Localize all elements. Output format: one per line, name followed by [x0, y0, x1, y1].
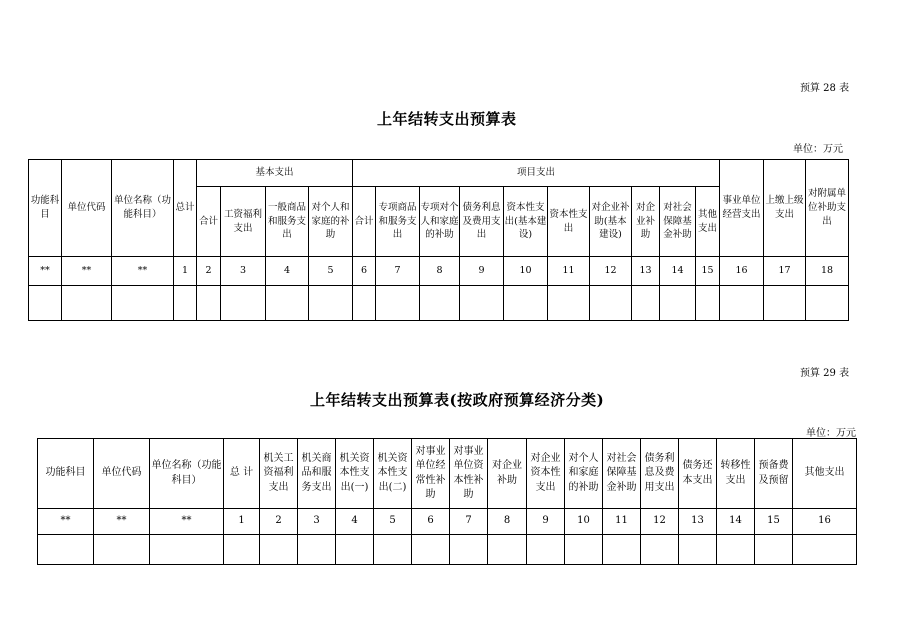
header-col: 对社会保障基金补助	[603, 439, 641, 509]
index-cell: 15	[696, 257, 720, 286]
header-col: 机关资本性支出(一)	[336, 439, 374, 509]
index-cell: **	[94, 509, 150, 535]
header-project-households: 专项对个人和家庭的补助	[420, 187, 460, 257]
header-basic-households: 对个人和家庭的补助	[309, 187, 353, 257]
header-total: 总计	[174, 160, 197, 257]
index-cell: 17	[764, 257, 806, 286]
header-total: 总 计	[224, 439, 260, 509]
index-cell: 3	[221, 257, 266, 286]
header-group-basic: 基本支出	[197, 160, 353, 187]
index-cell: 5	[374, 509, 412, 535]
header-project-enterprise: 对企业补助	[632, 187, 660, 257]
header-function-subject: 功能科目	[38, 439, 94, 509]
index-cell: 5	[309, 257, 353, 286]
index-cell: 13	[632, 257, 660, 286]
page-title: 上年结转支出预算表(按政府预算经济分类)	[310, 391, 605, 409]
index-cell: 8	[488, 509, 527, 535]
index-cell: 8	[420, 257, 460, 286]
header-project-enterprise-construction: 对企业补助(基本建设)	[590, 187, 632, 257]
header-col: 机关商品和服务支出	[298, 439, 336, 509]
header-col: 对企业补助	[488, 439, 527, 509]
index-cell: 13	[679, 509, 717, 535]
header-col: 对事业单位经常性补助	[412, 439, 450, 509]
index-cell: 7	[376, 257, 420, 286]
table-row	[38, 535, 857, 565]
index-cell: **	[62, 257, 112, 286]
index-cell: 11	[603, 509, 641, 535]
index-cell: 12	[590, 257, 632, 286]
header-basic-subtotal: 合计	[197, 187, 221, 257]
header-unit-code: 单位代码	[62, 160, 112, 257]
index-cell: 18	[806, 257, 849, 286]
index-cell: 6	[412, 509, 450, 535]
table-number: 预算 29 表	[800, 368, 850, 379]
header-unit-name: 单位名称（功能科目）	[150, 439, 224, 509]
index-cell: 4	[336, 509, 374, 535]
header-col: 对企业资本性支出	[527, 439, 565, 509]
index-cell: 6	[353, 257, 376, 286]
header-col: 转移性支出	[717, 439, 755, 509]
header-unit-code: 单位代码	[94, 439, 150, 509]
index-cell: 9	[527, 509, 565, 535]
header-col: 债务还本支出	[679, 439, 717, 509]
index-cell: **	[150, 509, 224, 535]
table-number: 预算 28 表	[800, 83, 850, 94]
page-title: 上年结转支出预算表	[377, 110, 517, 128]
header-basic-goods: 一般商品和服务支出	[266, 187, 309, 257]
index-cell: **	[112, 257, 174, 286]
index-cell: 15	[755, 509, 793, 535]
index-cell: **	[38, 509, 94, 535]
table-row	[29, 257, 849, 286]
index-cell: 16	[793, 509, 857, 535]
header-col: 其他支出	[793, 439, 857, 509]
header-project-capital: 资本性支出	[548, 187, 590, 257]
index-cell: 16	[720, 257, 764, 286]
index-cell: 1	[174, 257, 197, 286]
header-col: 债务利息及费用支出	[641, 439, 679, 509]
table-row	[38, 509, 857, 535]
index-cell: 2	[197, 257, 221, 286]
index-cell: 2	[260, 509, 298, 535]
header-unit-name: 单位名称（功能科目）	[112, 160, 174, 257]
header-project-other: 其他支出	[696, 187, 720, 257]
index-cell: 11	[548, 257, 590, 286]
header-business-expense: 事业单位经营支出	[720, 160, 764, 257]
header-basic-wages: 工资福利支出	[221, 187, 266, 257]
header-project-subtotal: 合计	[353, 187, 376, 257]
budget-table-29	[37, 438, 857, 565]
index-cell: 3	[298, 509, 336, 535]
header-col: 对个人和家庭的补助	[565, 439, 603, 509]
index-cell: 9	[460, 257, 504, 286]
unit-label: 单位：万元	[806, 428, 856, 439]
header-function-subject: 功能科目	[29, 160, 62, 257]
header-remit-superior: 上缴上级支出	[764, 160, 806, 257]
header-col: 预备费及预留	[755, 439, 793, 509]
index-cell: 10	[504, 257, 548, 286]
index-cell: 12	[641, 509, 679, 535]
index-cell: 4	[266, 257, 309, 286]
index-cell: 14	[717, 509, 755, 535]
header-project-goods: 专项商品和服务支出	[376, 187, 420, 257]
header-col: 机关资本性支出(二)	[374, 439, 412, 509]
budget-table-28	[28, 159, 849, 321]
header-group-project: 项目支出	[353, 160, 720, 187]
header-project-debt-interest: 债务利息及费用支出	[460, 187, 504, 257]
table-row	[29, 286, 849, 321]
index-cell: 14	[660, 257, 696, 286]
index-cell: **	[29, 257, 62, 286]
header-subsidiary-subsidy: 对附属单位补助支出	[806, 160, 849, 257]
index-cell: 1	[224, 509, 260, 535]
unit-label: 单位：万元	[793, 144, 843, 155]
header-project-capital-construction: 资本性支出(基本建设)	[504, 187, 548, 257]
index-cell: 7	[450, 509, 488, 535]
header-col: 对事业单位资本性补助	[450, 439, 488, 509]
index-cell: 10	[565, 509, 603, 535]
header-col: 机关工资福利支出	[260, 439, 298, 509]
header-project-social-security: 对社会保障基金补助	[660, 187, 696, 257]
